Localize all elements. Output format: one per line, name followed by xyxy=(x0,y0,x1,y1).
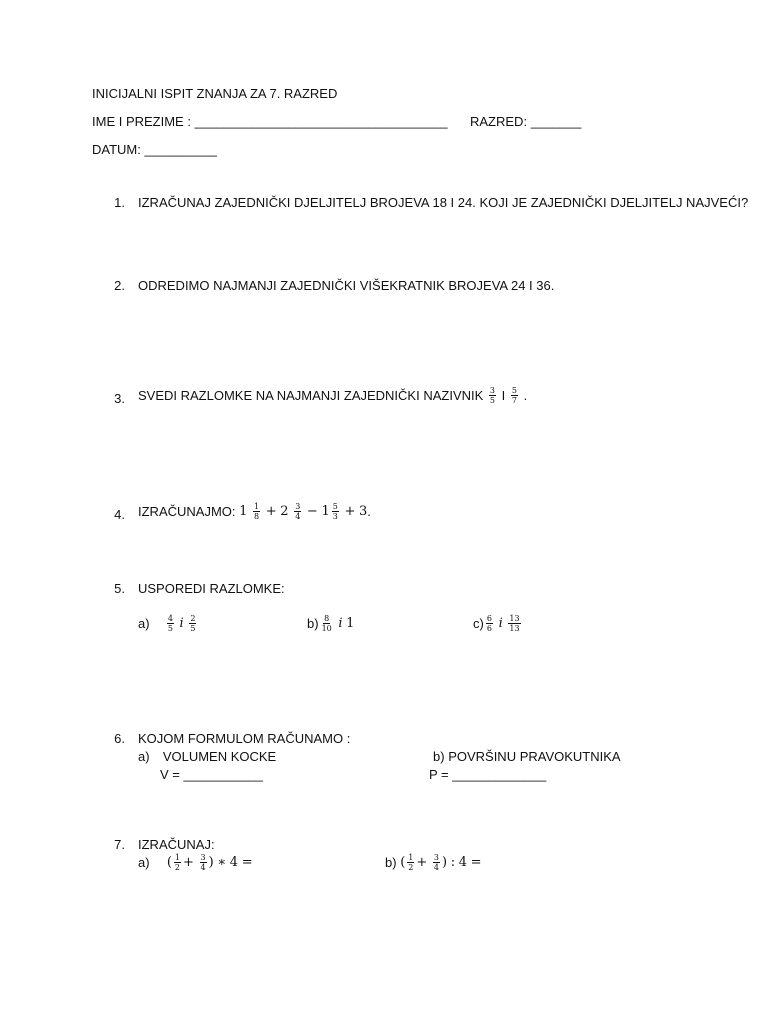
connector-i: i xyxy=(498,616,503,631)
name-blank: ___________________________________ xyxy=(194,114,448,129)
question-7-text: IZRAČUNAJ: xyxy=(138,837,215,852)
fraction: $\frac{3}{4}$ xyxy=(200,853,206,872)
part-label: b) xyxy=(385,855,397,870)
question-7-part-a xyxy=(138,853,253,872)
part-text: VOLUMEN KOCKE xyxy=(162,749,277,764)
question-5-part-b xyxy=(307,614,354,633)
whole-number: 1 xyxy=(346,616,355,631)
question-2-number: 2. xyxy=(114,278,125,293)
question-3-text: SVEDI RAZLOMKE NA NAJMANJI ZAJEDNIČKI NAZIVNIK xyxy=(138,388,484,403)
paren: ) xyxy=(441,855,448,870)
whole-number: 3 xyxy=(358,504,368,519)
question-4-number: 4. xyxy=(114,507,125,522)
fraction: $\frac{4}{5}$ xyxy=(167,614,173,633)
question-6-formula-b: P = _____________ xyxy=(429,767,547,782)
question-6-formula-a: V = ___________ xyxy=(160,767,264,782)
period: . xyxy=(523,388,528,403)
fraction: $\frac{2}{5}$ xyxy=(190,614,196,633)
fraction: $\frac{1}{8}$ xyxy=(254,502,260,521)
part-label: a) xyxy=(138,855,150,870)
joiner-text: I xyxy=(501,388,506,403)
part-label: a) xyxy=(138,616,150,631)
whole-number: 2 xyxy=(280,504,289,519)
paren: ) xyxy=(208,855,214,870)
operator: + xyxy=(265,504,277,519)
question-3-line xyxy=(138,386,527,405)
question-7-part-b xyxy=(385,853,482,872)
fraction: $\frac{1}{2}$ xyxy=(408,853,414,872)
question-6-part-a xyxy=(138,749,276,764)
page-title: INICIJALNI ISPIT ZNANJA ZA 7. RAZRED xyxy=(92,86,338,101)
question-6-part-b xyxy=(433,749,621,764)
paren: ( xyxy=(166,855,172,870)
whole-number: 4 xyxy=(458,855,467,870)
operator: + xyxy=(416,855,428,870)
class-label: RAZRED: xyxy=(470,114,528,129)
fraction: $\frac{6}{6}$ xyxy=(486,614,492,633)
whole-number: 1 xyxy=(239,504,248,519)
question-3-number: 3. xyxy=(114,391,125,406)
connector-i: i xyxy=(179,616,184,631)
question-6-number: 6. xyxy=(114,731,125,746)
fraction: $\frac{5}{3}$ xyxy=(332,502,338,521)
class-blank: _______ xyxy=(530,114,582,129)
operator: ∗ xyxy=(217,855,227,870)
fraction: $\frac{13}{13}$ xyxy=(509,614,520,633)
question-2-text: ODREDIMO NAJMANJI ZAJEDNIČKI VIŠEKRATNIK BROJEVA 24 I 36. xyxy=(138,278,555,293)
fraction: $\frac{3}{4}$ xyxy=(433,853,439,872)
question-1-text: IZRAČUNAJ ZAJEDNIČKI DJELJITELJ BROJEVA 18 I 24. KOJI JE ZAJEDNIČKI DJELJITELJ NAJVEĆI? xyxy=(138,195,749,210)
operator: + xyxy=(182,855,194,870)
question-5-part-a xyxy=(138,614,198,633)
period: . xyxy=(367,504,371,519)
whole-number: 1 xyxy=(321,504,330,519)
question-1-number: 1. xyxy=(114,195,125,210)
part-label: c) xyxy=(473,616,484,631)
fraction: $\frac{3}{5}$ xyxy=(489,386,495,405)
part-text: POVRŠINU PRAVOKUTNIKA xyxy=(448,749,621,764)
fraction: $\frac{5}{7}$ xyxy=(511,386,517,405)
name-label: IME I PREZIME : xyxy=(92,114,191,129)
operator: : xyxy=(450,855,456,870)
question-5-number: 5. xyxy=(114,581,125,596)
class-field-label xyxy=(470,114,581,129)
date-blank: __________ xyxy=(144,142,217,157)
question-6-text: KOJOM FORMULOM RAČUNAMO : xyxy=(138,731,351,746)
part-label: a) xyxy=(138,749,150,764)
whole-number: 4 xyxy=(229,855,239,870)
equals-sign: = xyxy=(470,855,482,870)
name-field-label xyxy=(92,114,448,129)
part-label: b) xyxy=(433,749,445,764)
date-label: DATUM: xyxy=(92,142,141,157)
question-4-text: IZRAČUNAJMO: xyxy=(138,504,236,519)
operator: + xyxy=(344,504,356,519)
question-5-part-c xyxy=(473,614,523,633)
fraction: $\frac{1}{2}$ xyxy=(174,853,180,872)
question-4-line xyxy=(138,502,371,521)
part-label: b) xyxy=(307,616,319,631)
question-7-number: 7. xyxy=(114,837,125,852)
date-field-label xyxy=(92,142,217,157)
fraction: $\frac{3}{4}$ xyxy=(295,502,301,521)
question-5-text: USPOREDI RAZLOMKE: xyxy=(138,581,285,596)
equals-sign: = xyxy=(241,855,253,870)
operator: − xyxy=(306,504,318,519)
fraction: $\frac{8}{10}$ xyxy=(321,614,332,633)
connector-i: i xyxy=(338,616,343,631)
paren: ( xyxy=(400,855,406,870)
